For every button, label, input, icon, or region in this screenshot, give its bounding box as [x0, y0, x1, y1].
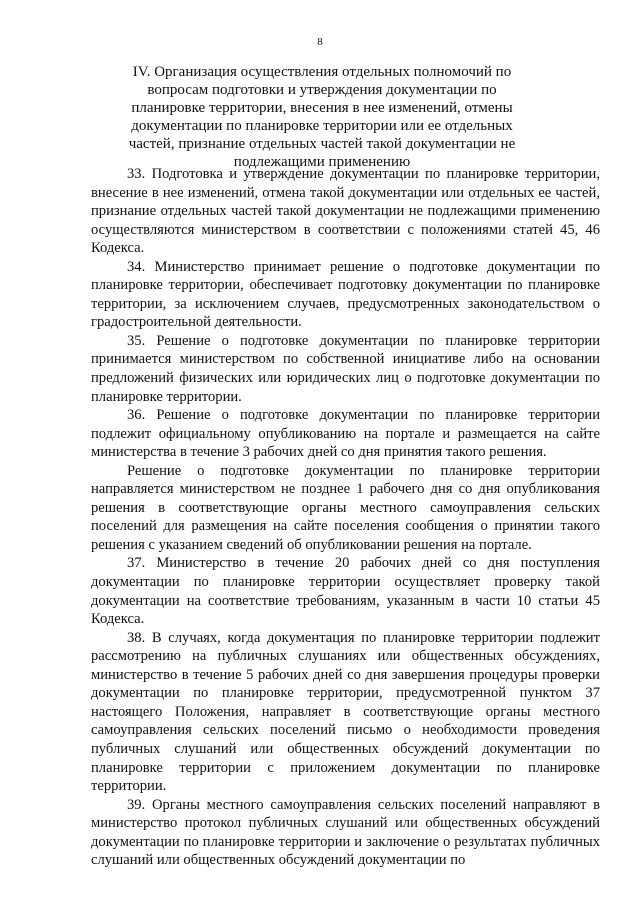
paragraph-33: 33. Подготовка и утверждение документации по планировке территории, внесение в нее изменений, отмена такой документации или отдельных ее частей, признание отдельных частей такой документации не подлежащими применению осуществляются министерством в соответствии с положениями статей 45, 46 Кодекса. — [91, 166, 600, 257]
paragraph-34: 34. Министерство принимает решение о подготовке документации по планировке территории, обеспечивает подготовку документации по планировке территории, за исключением случаев, предусмотренных законодательством о градостроительной деятельности. — [91, 258, 600, 331]
paragraph-36: 36. Решение о подготовке документации по планировке территории подлежит официальному опубликованию на портале и размещается на сайте министерства в течение 3 рабочих дней со дня принятия такого решения. — [91, 407, 600, 461]
paragraph-35: 35. Решение о подготовке документации по планировке территории принимается министерством по собственной инициативе либо на основании предложений физических или юридических лиц о подготовке документации по планировке территории. — [91, 332, 600, 405]
section-heading: IV. Организация осуществления отдельных полномочий по вопросам подготовки и утверждения документации по планировке территории, внесения в нее изменений, отмены документации по планировке территории или ее отдельных частей, признание отдельных частей такой документации не подлежащими применению — [128, 64, 516, 170]
paragraph-38: 38. В случаях, когда документация по планировке территории подлежит рассмотрению на публичных слушаниях или общественных обсуждениях, министерство в течение 5 рабочих дней со дня завершения процедуры проверки документации по планировке территории, предусмотренной пунктом 37 настоящего Положения, направляет в соответствующие органы местного самоуправления сельских поселений письмо о необходимости проведения публичных слушаний или общественных обсуждений документации по планировке территории с приложением документации по планировке территории. — [91, 629, 600, 795]
paragraph-37: 37. Министерство в течение 20 рабочих дней со дня поступления документации по планировке территории осуществляет проверку такой документации на соответствие требованиям, указанным в части 10 статьи 45 Кодекса. — [91, 555, 600, 628]
paragraph-36-continuation: Решение о подготовке документации по планировке территории направляется министерством не позднее 1 рабочего дня со дня опубликования решения в соответствующие органы местного самоуправления сельских поселений для размещения на сайте поселения сообщения о принятии такого решения с указанием сведений об опубликовании решения на портале. — [91, 462, 600, 553]
page-number: 8 — [317, 36, 323, 48]
body-text — [91, 165, 600, 870]
paragraph-39: 39. Органы местного самоуправления сельских поселений направляют в министерство протокол публичных слушаний или общественных обсуждений документации по планировке территории и заключение о результатах публичных слушаний или общественных обсуждений документации по — [91, 796, 600, 869]
